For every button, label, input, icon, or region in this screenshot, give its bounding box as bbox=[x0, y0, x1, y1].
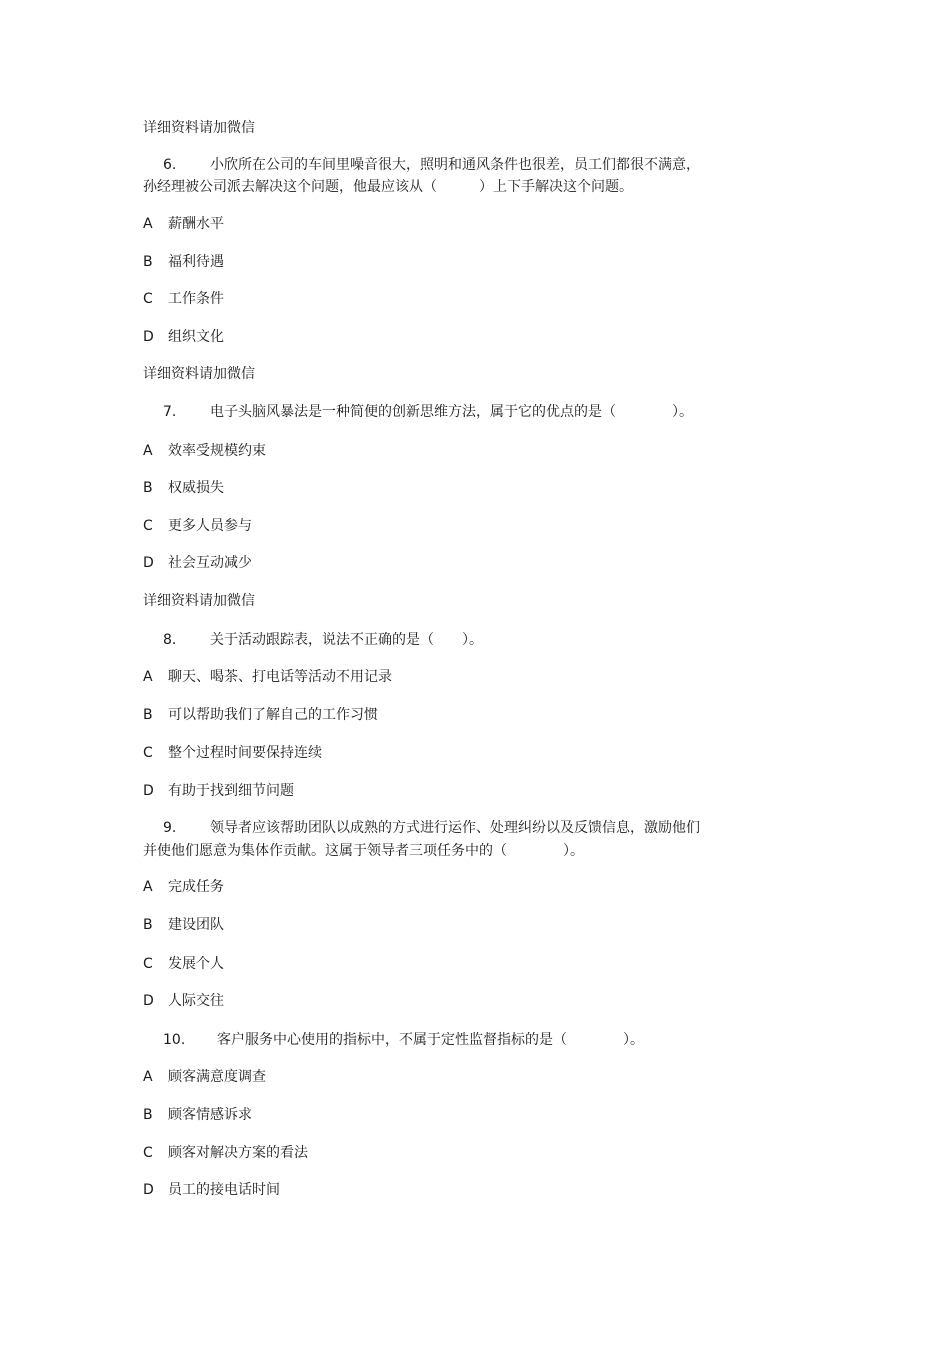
option-a bbox=[143, 877, 224, 897]
option-letter: C bbox=[143, 518, 153, 534]
option-b bbox=[143, 915, 224, 935]
question-text: 小欣所在公司的车间里噪音很大，照明和通风条件也很差，员工们都很不满意， bbox=[210, 157, 700, 173]
option-text: 整个过程时间要保持连续 bbox=[168, 745, 322, 761]
option-letter: B bbox=[143, 254, 153, 270]
question-7 bbox=[143, 402, 693, 422]
option-text: 社会互动减少 bbox=[168, 555, 252, 571]
option-text: 聊天、喝茶、打电话等活动不用记录 bbox=[168, 669, 392, 685]
option-text: 发展个人 bbox=[168, 956, 224, 972]
option-d bbox=[143, 991, 224, 1011]
option-letter: A bbox=[143, 443, 153, 459]
question-text: 客户服务中心使用的指标中，不属于定性监督指标的是（ ）。 bbox=[217, 1032, 644, 1048]
option-c bbox=[143, 1143, 308, 1163]
option-text: 人际交往 bbox=[168, 993, 224, 1009]
note-text: 详细资料请加微信 bbox=[143, 120, 255, 136]
option-a bbox=[143, 667, 392, 687]
option-text: 效率受规模约束 bbox=[168, 443, 266, 459]
note-text: 详细资料请加微信 bbox=[143, 593, 255, 609]
question-6-continuation: 孙经理被公司派去解决这个问题，他最应该从（ ）上下手解决这个问题。 bbox=[143, 179, 633, 195]
question-9-continuation: 并使他们愿意为集体作贡献。这属于领导者三项任务中的（ ）。 bbox=[143, 843, 584, 859]
question-number: 7. bbox=[163, 404, 177, 420]
option-a bbox=[143, 441, 266, 461]
option-letter: D bbox=[143, 783, 154, 799]
question-number: 10. bbox=[163, 1032, 186, 1048]
option-c bbox=[143, 289, 224, 309]
option-d bbox=[143, 327, 224, 347]
option-letter: D bbox=[143, 555, 154, 571]
option-letter: B bbox=[143, 1107, 153, 1123]
question-text: 关于活动跟踪表，说法不正确的是（ ）。 bbox=[210, 632, 483, 648]
option-c bbox=[143, 743, 322, 763]
option-text: 顾客对解决方案的看法 bbox=[168, 1145, 308, 1161]
option-letter: A bbox=[143, 1069, 153, 1085]
question-10 bbox=[143, 1030, 644, 1050]
option-letter: A bbox=[143, 216, 153, 232]
option-a bbox=[143, 1067, 266, 1087]
option-letter: B bbox=[143, 707, 153, 723]
option-letter: A bbox=[143, 669, 153, 685]
option-letter: C bbox=[143, 956, 153, 972]
option-letter: B bbox=[143, 917, 153, 933]
option-d bbox=[143, 1180, 280, 1200]
option-text: 可以帮助我们了解自己的工作习惯 bbox=[168, 707, 378, 723]
option-text: 有助于找到细节问题 bbox=[168, 783, 294, 799]
question-number: 9. bbox=[163, 820, 177, 836]
option-text: 顾客满意度调查 bbox=[168, 1069, 266, 1085]
option-text: 员工的接电话时间 bbox=[168, 1182, 280, 1198]
question-9 bbox=[143, 818, 700, 838]
option-d bbox=[143, 781, 294, 801]
question-8 bbox=[143, 630, 483, 650]
question-text: 电子头脑风暴法是一种简便的创新思维方法，属于它的优点的是（ ）。 bbox=[210, 404, 693, 420]
option-a bbox=[143, 214, 224, 234]
option-letter: D bbox=[143, 993, 154, 1009]
note-text: 详细资料请加微信 bbox=[143, 366, 255, 382]
option-text: 工作条件 bbox=[168, 291, 224, 307]
option-c bbox=[143, 954, 224, 974]
option-b bbox=[143, 1105, 252, 1125]
option-letter: D bbox=[143, 1182, 154, 1198]
option-letter: A bbox=[143, 879, 153, 895]
question-text: 领导者应该帮助团队以成熟的方式进行运作、处理纠纷以及反馈信息，激励他们 bbox=[210, 820, 700, 836]
option-b bbox=[143, 252, 224, 272]
option-letter: C bbox=[143, 1145, 153, 1161]
question-number: 6. bbox=[163, 157, 177, 173]
question-6 bbox=[143, 155, 700, 175]
option-c bbox=[143, 516, 252, 536]
option-letter: B bbox=[143, 480, 153, 496]
option-letter: D bbox=[143, 329, 154, 345]
option-text: 建设团队 bbox=[168, 917, 224, 933]
option-text: 顾客情感诉求 bbox=[168, 1107, 252, 1123]
option-text: 权威损失 bbox=[168, 480, 224, 496]
option-letter: C bbox=[143, 291, 153, 307]
option-letter: C bbox=[143, 745, 153, 761]
option-d bbox=[143, 553, 252, 573]
option-text: 薪酬水平 bbox=[168, 216, 224, 232]
option-text: 完成任务 bbox=[168, 879, 224, 895]
question-number: 8. bbox=[163, 632, 177, 648]
option-text: 福利待遇 bbox=[168, 254, 224, 270]
option-b bbox=[143, 705, 378, 725]
option-text: 组织文化 bbox=[168, 329, 224, 345]
option-text: 更多人员参与 bbox=[168, 518, 252, 534]
option-b bbox=[143, 478, 224, 498]
